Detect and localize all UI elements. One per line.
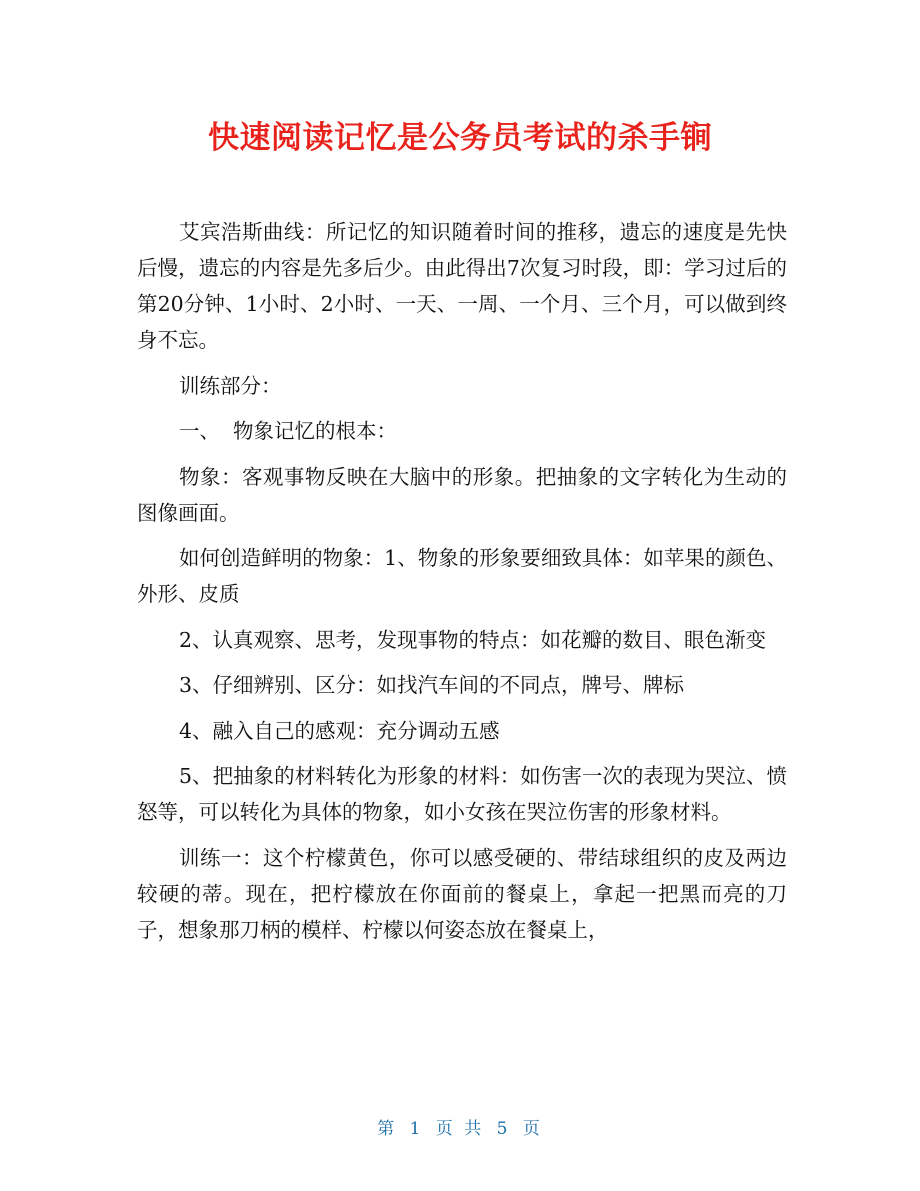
paragraph: 艾宾浩斯曲线：所记忆的知识随着时间的推移，遗忘的速度是先快后慢，遗忘的内容是先多后少。由此得出7次复习时段，即：学习过后的第20分钟、1小时、2小时、一天、一周、一个月、三个月，可以做到终身不忘。 [137, 220, 787, 352]
document-body [137, 214, 787, 957]
paragraph: 训练部分： [179, 373, 282, 398]
paragraph: 物象：客观事物反映在大脑中的形象。把抽象的文字转化为生动的图像画面。 [137, 464, 787, 525]
paragraph: 一、 物象记忆的根本： [179, 419, 398, 443]
page-footer [0, 1114, 920, 1139]
footer-page-number: 1 [409, 1119, 424, 1139]
footer-total-pages: 5 [496, 1119, 511, 1139]
paragraph: 4、融入自己的感观：充分调动五感 [179, 718, 500, 743]
footer-suffix: 页 [522, 1119, 543, 1139]
footer-prefix: 第 [377, 1119, 398, 1139]
paragraph: 训练一：这个柠檬黄色，你可以感受硬的、带结球组织的皮及两边较硬的蒂。现在，把柠檬放在你面前的餐桌上，拿起一把黑而亮的刀子，想象那刀柄的模样、柠檬以何姿态放在餐桌上， [137, 845, 787, 942]
paragraph: 2、认真观察、思考，发现事物的特点：如花瓣的数目、眼色渐变 [179, 627, 767, 652]
footer-mid: 页 共 [435, 1119, 485, 1139]
paragraph: 5、把抽象的材料转化为形象的材料：如伤害一次的表现为哭泣、愤怒等，可以转化为具体的物象，如小女孩在哭泣伤害的形象材料。 [137, 764, 787, 824]
document-title: 快速阅读记忆是公务员考试的杀手锏 [208, 120, 712, 156]
paragraph: 3、仔细辨别、区分：如找汽车间的不同点，牌号、牌标 [179, 673, 685, 697]
paragraph: 如何创造鲜明的物象：1、物象的形象要细致具体：如苹果的颜色、外形、皮质 [137, 546, 787, 606]
